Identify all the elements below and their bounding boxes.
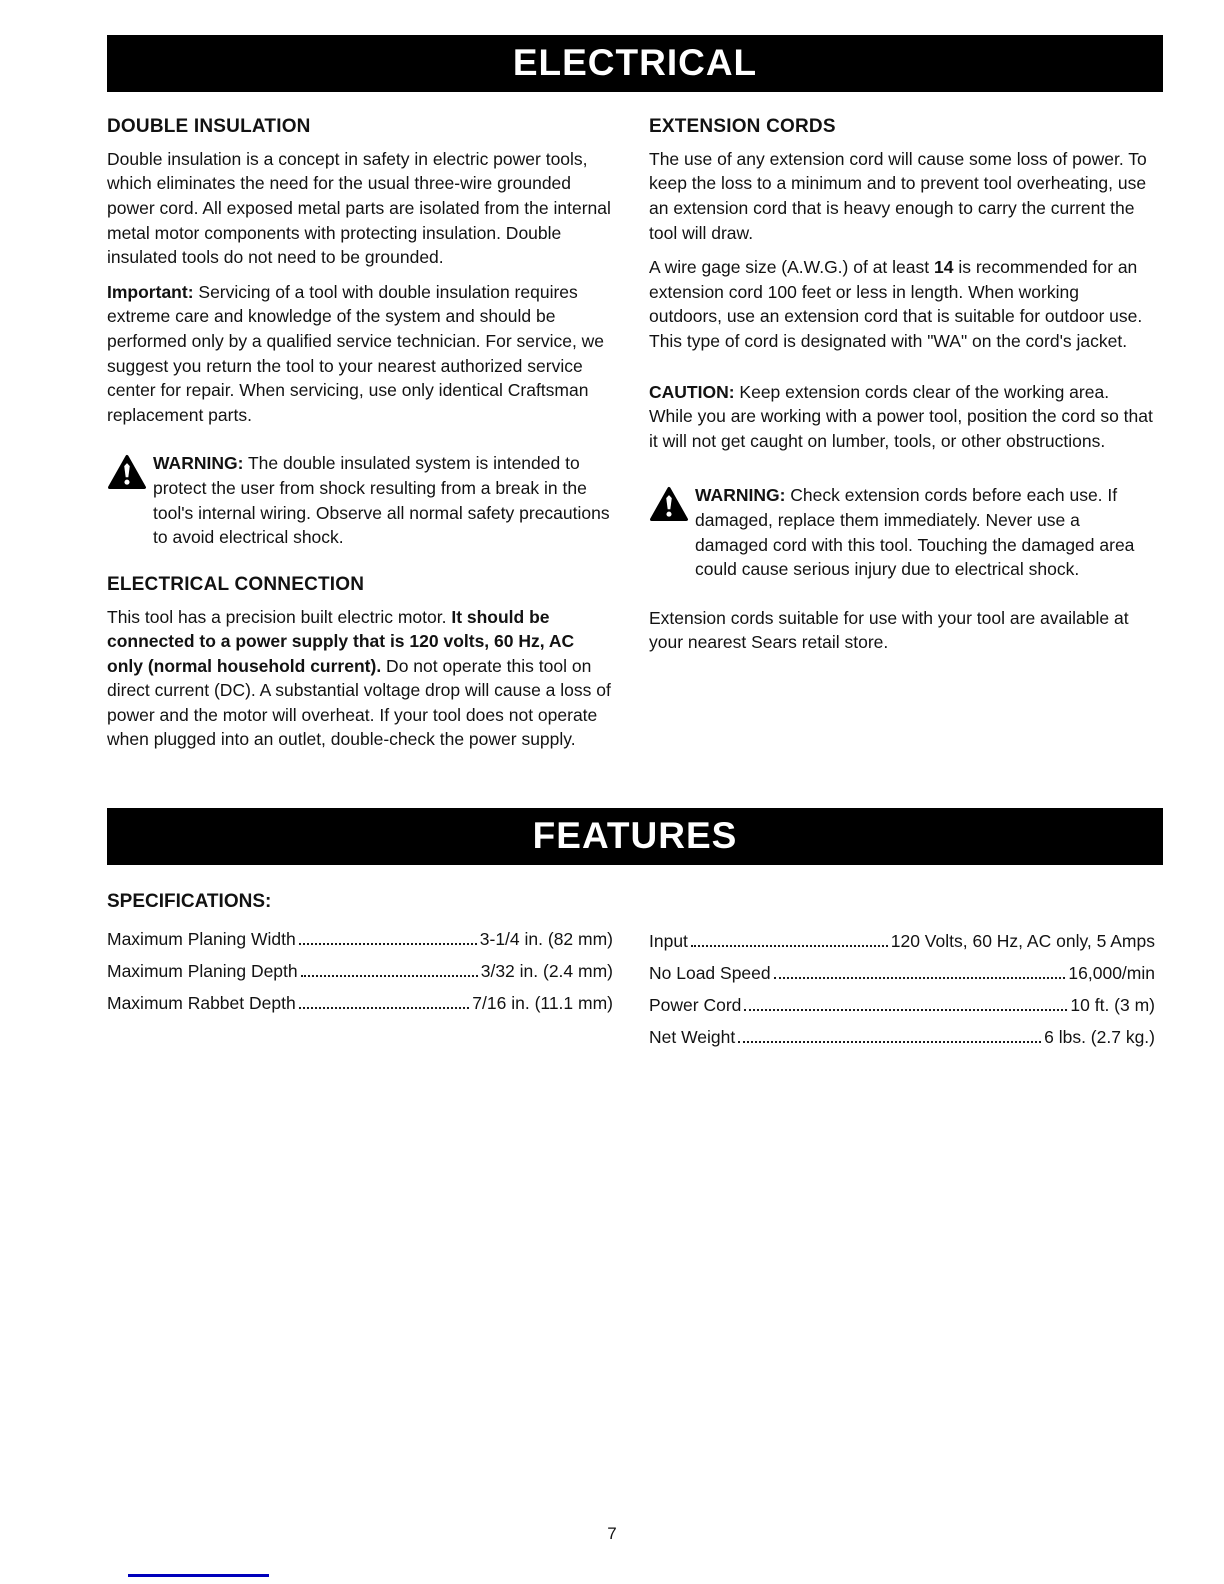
features-section-banner bbox=[107, 808, 1163, 865]
important-paragraph bbox=[107, 280, 613, 428]
closing-paragraph: Extension cords suitable for use with your tool are available at your nearest Sears retail store. bbox=[649, 607, 1129, 653]
spec-value: 7/16 in. (11.1 mm) bbox=[472, 993, 613, 1014]
important-lead: Important: bbox=[107, 281, 194, 302]
warning-triangle-icon bbox=[107, 451, 153, 549]
footer-blue-rule bbox=[128, 1574, 269, 1577]
dot-leader bbox=[774, 977, 1066, 979]
electrical-right-column bbox=[649, 116, 1155, 762]
electrical-connection-end: Do not operate this tool on direct current (DC). A substantial voltage drop will cause a loss of power and the motor will overheat. If your tool does not operate when plugged into an outlet, double-check the power supply. bbox=[107, 655, 611, 750]
specifications-heading: SPECIFICATIONS: bbox=[107, 891, 272, 913]
extension-cords-paragraph-2 bbox=[649, 255, 1155, 353]
dot-leader bbox=[691, 945, 888, 947]
wire-gage-number: 14 bbox=[933, 257, 954, 278]
specs-right-column bbox=[649, 891, 1155, 1053]
double-insulation-text: Double insulation is a concept in safety in electric power tools, which eliminates the need for the usual three-wire grounded power cord. All exposed metal parts are isolated from the internal metal motor components with protecting insulation. Double insulated tools do not need to be grounded. bbox=[107, 148, 611, 268]
spec-value: 16,000/min bbox=[1068, 963, 1155, 984]
double-insulation-heading: DOUBLE INSULATION bbox=[107, 116, 311, 137]
spec-label: Input bbox=[649, 931, 688, 952]
warning-cords-lead: WARNING: bbox=[695, 485, 786, 506]
page-number: 7 bbox=[607, 1524, 617, 1543]
electrical-left-column bbox=[107, 116, 613, 762]
spec-label: Maximum Planing Depth bbox=[107, 961, 298, 982]
dot-leader bbox=[744, 1009, 1067, 1011]
caution-text: Keep extension cords clear of the working area. While you are working with a power tool, position the cord so that it will not get caught on lumber, tools, or other obstructions. bbox=[649, 381, 1153, 451]
specs-left-column bbox=[107, 891, 613, 1053]
features-banner-title: FEATURES bbox=[532, 814, 738, 856]
caution-paragraph bbox=[649, 380, 1155, 454]
dot-leader bbox=[299, 943, 477, 945]
spec-row-no-load-speed bbox=[649, 957, 1155, 989]
specifications-section bbox=[107, 891, 1163, 1053]
electrical-connection-paragraph bbox=[107, 605, 613, 753]
warning-insulation-text: The double insulated system is intended to protect the user from shock resulting from a break in the tool's internal wiring. Observe all normal safety precautions to avoid electrical shock. bbox=[153, 453, 610, 548]
spec-row-input bbox=[649, 925, 1155, 957]
spec-row-planing-depth bbox=[107, 955, 613, 987]
dot-leader bbox=[301, 975, 478, 977]
warning-insulation-paragraph bbox=[153, 451, 613, 549]
extension-cords-paragraph-1 bbox=[649, 147, 1155, 245]
spec-label: Maximum Planing Width bbox=[107, 929, 296, 950]
extension-cords-text-2a: A wire gage size (A.W.G.) of at least bbox=[649, 257, 934, 278]
spec-value: 3-1/4 in. (82 mm) bbox=[479, 929, 613, 950]
electrical-connection-bold: It should be connected to a power supply that is 120 volts, 60 Hz, AC only (normal household current). bbox=[107, 606, 575, 676]
extension-cords-text-1: The use of any extension cord will cause some loss of power. To keep the loss to a minimum and to prevent tool overheating, use an extension cord that is heavy enough to carry the current the tool will draw. bbox=[649, 148, 1147, 243]
manual-page bbox=[107, 35, 1163, 1053]
spec-label: Net Weight bbox=[649, 1027, 736, 1048]
electrical-banner-title: ELECTRICAL bbox=[512, 41, 758, 83]
spec-row-net-weight bbox=[649, 1021, 1155, 1053]
spec-row-planing-width bbox=[107, 923, 613, 955]
spec-value: 6 lbs. (2.7 kg.) bbox=[1044, 1027, 1155, 1048]
extension-cords-text-2b: is recommended for an extension cord 100 feet or less in length. When working outdoors, use an extension cord that is suitable for outdoor use. This type of cord is designated with "WA" on the cord's jacket. bbox=[649, 257, 1143, 351]
extension-cords-heading: EXTENSION CORDS bbox=[649, 116, 836, 137]
warning-triangle-icon bbox=[649, 483, 695, 581]
electrical-columns bbox=[107, 116, 1163, 762]
spec-label: No Load Speed bbox=[649, 963, 771, 984]
spec-row-rabbet-depth bbox=[107, 987, 613, 1019]
warning-block-cords bbox=[649, 483, 1155, 581]
warning-cords-text: Check extension cords before each use. If damaged, replace them immediately. Never use a damaged cord with this tool. Touching the damaged area could cause serious injury due to electrical shock. bbox=[695, 485, 1135, 580]
spec-label: Power Cord bbox=[649, 995, 742, 1016]
electrical-connection-start: This tool has a precision built electric motor. bbox=[107, 606, 452, 627]
dot-leader bbox=[299, 1007, 470, 1009]
important-text: Servicing of a tool with double insulation requires extreme care and knowledge of the system and should be performed only by a qualified service technician. For service, we suggest you return the tool to your nearest authorized service center for repair. When servicing, use only identical Craftsman replacement parts. bbox=[107, 281, 605, 425]
caution-lead: CAUTION: bbox=[649, 381, 735, 402]
spec-value: 120 Volts, 60 Hz, AC only, 5 Amps bbox=[890, 931, 1155, 952]
warning-cords-paragraph bbox=[695, 483, 1155, 581]
electrical-section-banner bbox=[107, 35, 1163, 92]
dot-leader bbox=[738, 1041, 1041, 1043]
double-insulation-paragraph bbox=[107, 147, 613, 270]
warning-block-insulation bbox=[107, 451, 613, 549]
warning-insulation-lead: WARNING: bbox=[153, 453, 244, 474]
spec-row-power-cord bbox=[649, 989, 1155, 1021]
electrical-connection-heading: ELECTRICAL CONNECTION bbox=[107, 573, 365, 595]
spec-value: 3/32 in. (2.4 mm) bbox=[480, 961, 613, 982]
spec-value: 10 ft. (3 m) bbox=[1070, 995, 1155, 1016]
spec-label: Maximum Rabbet Depth bbox=[107, 993, 296, 1014]
